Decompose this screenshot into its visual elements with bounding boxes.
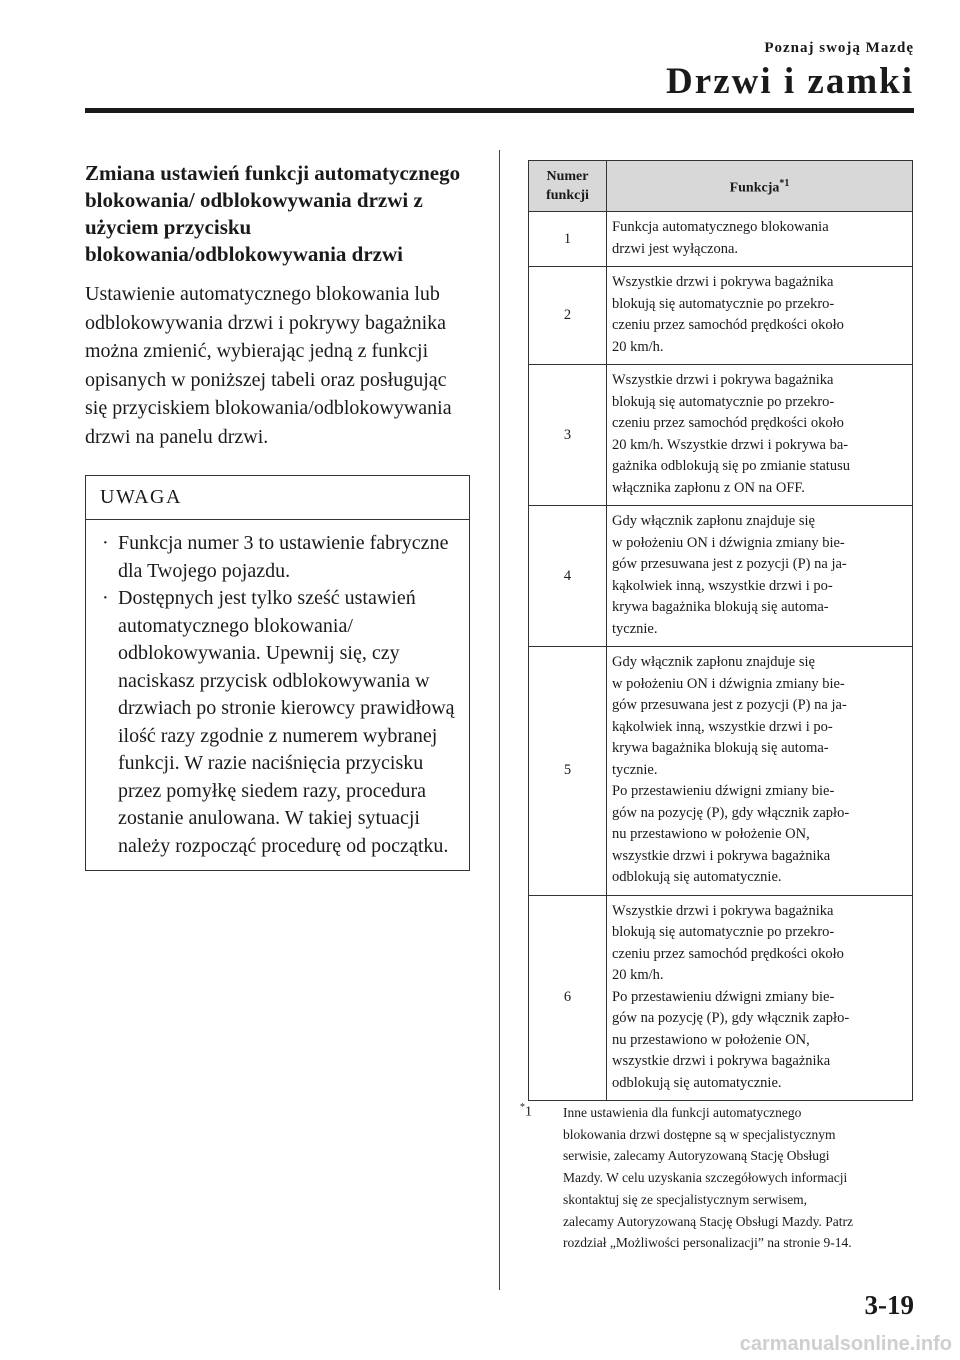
table-row [529, 267, 913, 365]
note-body [86, 520, 469, 870]
table-row [529, 212, 913, 267]
table-row [529, 365, 913, 506]
function-description: Wszystkie drzwi i pokrywa bagażnika blokują się automatycznie po przekro- czeniu przez samochód prędkości około 20 km/h. [607, 267, 913, 365]
function-description: Funkcja automatycznego blokowania drzwi jest wyłączona. [607, 212, 913, 267]
footnote-mark [520, 1102, 532, 1121]
table-row [529, 506, 913, 647]
footnote-asterisk: * [520, 1102, 525, 1113]
function-table [528, 160, 913, 1101]
function-description: Wszystkie drzwi i pokrywa bagażnika blokują się automatycznie po przekro- czeniu przez samochód prędkości około 20 km/h. Wszystkie drzwi i pokrywa ba- gażnika odblokują się po zmianie statusu włącznika zapłonu z ON na OFF. [607, 365, 913, 506]
footnote-number: 1 [525, 1104, 532, 1120]
watermark: carmanualsonline.info [739, 1333, 952, 1355]
header-rule [85, 108, 914, 113]
column-header-function [607, 161, 913, 212]
bullet-icon: · [102, 587, 109, 609]
note-title: UWAGA [86, 476, 469, 520]
intro-paragraph: Ustawienie automatycznego blokowania lub odblokowywania drzwi i pokrywy bagażnika można zmienić, wybierając jedną z funkcji opisanych w poniższej tabeli oraz posługując się przyciskiem blokowania/odblokowywania drzwi na panelu drzwi. [85, 283, 452, 448]
footnote-text: Inne ustawienia dla funkcji automatycznego blokowania drzwi dostępne są w specjalistycznym serwisie, zalecamy Autoryzowaną Stację Obsługi Mazdy. W celu uzyskania szczegółowych informacji skontaktuj się ze specjalistycznym serwisem, zalecamy Autoryzowaną Stację Obsługi Mazdy. Patrz rozdział „Możliwości personalizacji” na stronie 9-14. [563, 1105, 854, 1251]
note-item [100, 585, 455, 860]
note-item-text: Funkcja numer 3 to ustawienie fabryczne dla Twojego pojazdu. [118, 532, 449, 582]
note-item-text: Dostępnych jest tylko sześć ustawień automatycznego blokowania/ odblokowywania. Upewnij się, czy naciskasz przycisk odblokowywania w drzwiach po stronie kierowcy prawidłową ilość razy zgodnie z numerem wybranej funkcji. W razie naciśnięcia przycisku przez pomyłkę siedem razy, procedura zostanie anulowana. W takiej sytuacji należy rozpocząć procedurę od początku. [118, 587, 455, 857]
function-description: Gdy włącznik zapłonu znajduje się w położeniu ON i dźwignia zmiany bie- gów przesuwana jest z pozycji (P) na ja- kąkolwiek inną, wszystkie drzwi i po- krywa bagażnika blokują się automa- tycznie. Po przestawieniu dźwigni zmiany bie- gów na pozycję (P), gdy włącznik zapło- nu przestawiono w położenie ON, wszystkie drzwi i pokrywa bagażnika odblokują się automatycznie. [607, 647, 913, 896]
table-row [529, 647, 913, 896]
note-box [85, 475, 470, 871]
section-heading: Zmiana ustawień funkcji automatycznego blokowania/ odblokowywania drzwi z użyciem przycisku blokowania/odblokowywania drzwi [85, 161, 461, 266]
section-title: Drzwi i zamki [666, 61, 914, 102]
table-row [529, 895, 913, 1101]
footnote-reference: *1 [779, 178, 790, 190]
function-number: 5 [529, 647, 607, 896]
note-item [100, 530, 455, 585]
left-column [85, 160, 470, 871]
footnote [520, 1102, 915, 1254]
function-number: 6 [529, 895, 607, 1101]
function-number: 1 [529, 212, 607, 267]
function-description: Gdy włącznik zapłonu znajduje się w położeniu ON i dźwignia zmiany bie- gów przesuwana jest z pozycji (P) na ja- kąkolwiek inną, wszystkie drzwi i po- krywa bagażnika blokują się automa- tycznie. [607, 506, 913, 647]
function-number: 3 [529, 365, 607, 506]
column-divider [499, 150, 500, 1290]
page-number: 3-19 [864, 1290, 914, 1320]
function-description: Wszystkie drzwi i pokrywa bagażnika blokują się automatycznie po przekro- czeniu przez samochód prędkości około 20 km/h. Po przestawieniu dźwigni zmiany bie- gów na pozycję (P), gdy włącznik zapło- nu przestawiono w położenie ON, wszystkie drzwi i pokrywa bagażnika odblokują się automatycznie. [607, 895, 913, 1101]
function-number: 4 [529, 506, 607, 647]
table-header-row [529, 161, 913, 212]
bullet-icon: · [102, 532, 109, 554]
function-number: 2 [529, 267, 607, 365]
column-header-function-label: Funkcja [729, 180, 780, 196]
chapter-subtitle: Poznaj swoją Mazdę [764, 40, 914, 56]
function-table-wrapper [528, 160, 913, 1101]
column-header-number: Numer funkcji [529, 161, 607, 212]
